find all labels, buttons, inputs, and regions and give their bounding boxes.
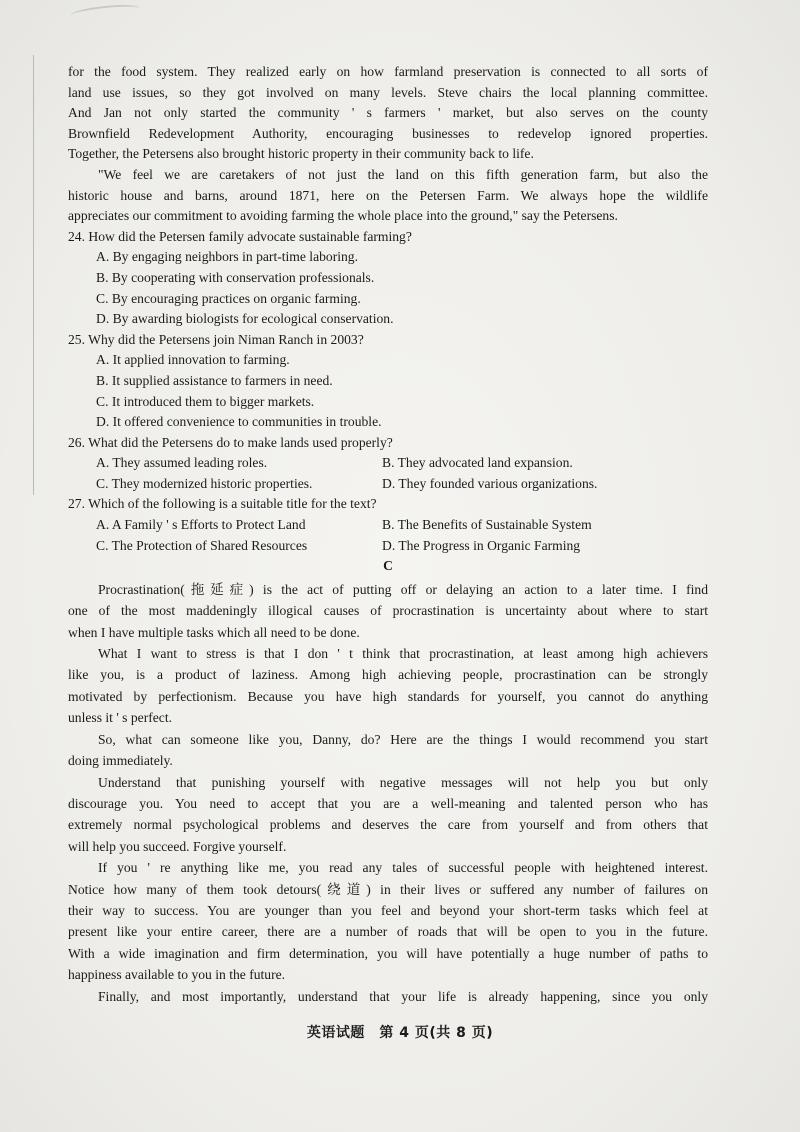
passage-b-tail (68, 62, 708, 227)
option-a: A. A Family ' s Efforts to Protect Land (96, 517, 306, 533)
paragraph (68, 986, 708, 1007)
text-line: when I have multiple tasks which all need to be done. (68, 624, 360, 640)
option-a: A. By engaging neighbors in part-time laboring. (96, 249, 359, 265)
option-d: D. The Progress in Organic Farming (382, 537, 581, 553)
text-line: unless it ' s perfect. (68, 710, 172, 726)
text-line: Procrastination(拖延症) is the act of putting off or delaying an action to a later time. I find (98, 581, 708, 597)
text-line: If you ' re anything like me, you read any tales of successful people with heightened interest. (98, 860, 708, 876)
text-line: doing immediately. (68, 753, 173, 769)
option-c: C. By encouraging practices on organic farming. (96, 290, 361, 306)
question-25 (68, 330, 708, 433)
question-stem: 27. Which of the following is a suitable title for the text? (68, 496, 377, 512)
text-line: happiness available to you in the future. (68, 967, 286, 983)
question-24 (68, 227, 708, 330)
option-c: C. The Protection of Shared Resources (96, 537, 308, 553)
text-line: And Jan not only started the community ' s farmers ' market, but also serves on the county (68, 105, 708, 121)
option-b: B. The Benefits of Sustainable System (382, 517, 592, 533)
scan-smudge (70, 2, 141, 21)
option-c: C. It introduced them to bigger markets. (96, 393, 315, 409)
text-line: for the food system. They realized early on how farmland preservation is connected to all sorts of (68, 64, 708, 79)
option-a: A. It applied innovation to farming. (96, 352, 290, 368)
option-b: B. It supplied assistance to farmers in need. (96, 372, 333, 388)
question-stem: 24. How did the Petersen family advocate sustainable farming? (68, 228, 412, 244)
text-line: appreciates our commitment to avoiding farming the whole place into the ground," say the Petersens. (68, 208, 618, 224)
text-line: historic house and barns, around 1871, here on the Petersen Farm. We always hope the wildlife (68, 187, 708, 203)
option-a: A. They assumed leading roles. (96, 455, 268, 471)
text-line: present like your entire career, there are a number of roads that will be open to you in the future. (68, 924, 708, 940)
paragraph (68, 729, 708, 772)
margin-rule (33, 55, 34, 495)
option-b: B. By cooperating with conservation professionals. (96, 269, 375, 285)
text-line: Finally, and most importantly, understand that your life is already happening, since you only (98, 988, 708, 1004)
text-line: extremely normal psychological problems and deserves the care from yourself and from others that (68, 817, 708, 833)
question-stem: 26. What did the Petersens do to make lands used properly? (68, 434, 393, 450)
option-d: D. It offered convenience to communities in trouble. (96, 414, 382, 430)
option-c: C. They modernized historic properties. (96, 475, 313, 491)
section-heading: C (383, 558, 393, 574)
text-line: one of the most maddeningly illogical causes of procrastination is uncertainty about where to start (68, 603, 708, 619)
question-stem: 25. Why did the Petersens join Niman Ranch in 2003? (68, 331, 364, 347)
text-line: "We feel we are caretakers of not just the land on this fifth generation farm, but also the (98, 166, 708, 182)
paragraph (68, 643, 708, 729)
text-line: their way to success. You are younger than you feel and beyond your short-term tasks which feel at (68, 902, 708, 918)
text-line: With a wide imagination and firm determination, you will have potentially a huge number of paths to (68, 945, 708, 961)
text-line: Understand that punishing yourself with negative messages will not help you but only (98, 774, 708, 790)
text-line: So, what can someone like you, Danny, do? Here are the things I would recommend you start (98, 731, 708, 747)
text-line: Brownfield Redevelopment Authority, encouraging businesses to redevelop ignored properties. (68, 125, 708, 141)
text-line: will help you succeed. Forgive yourself. (68, 838, 287, 854)
text-line: like you, is a product of laziness. Among high achieving people, procrastination can be strongly (68, 667, 708, 683)
option-d: D. By awarding biologists for ecological conservation. (96, 311, 394, 327)
text-line: motivated by perfectionism. Because you have high standards for yourself, you cannot do anything (68, 688, 708, 704)
paragraph (68, 857, 708, 985)
text-line: Together, the Petersens also brought historic property in their community back to life. (68, 146, 534, 162)
paragraph (68, 579, 708, 643)
text-line: Notice how many of them took detours(绕道) in their lives or suffered any number of failures on (68, 881, 708, 897)
option-b: B. They advocated land expansion. (382, 455, 573, 471)
option-d: D. They founded various organizations. (382, 475, 598, 491)
question-26 (68, 433, 708, 495)
page-footer: 英语试题 第 4 页(共 8 页) (306, 1025, 494, 1041)
text-line: discourage you. You need to accept that you are a well-meaning and talented person who has (68, 795, 708, 811)
paragraph (68, 772, 708, 858)
text-line: What I want to stress is that I don ' t think that procrastination, at least among high achievers (98, 646, 708, 662)
passage-c (68, 579, 708, 1007)
question-27 (68, 494, 708, 556)
text-line: land use issues, so they got involved on many levels. Steve chairs the local planning committee. (68, 84, 708, 100)
page-content (68, 62, 708, 1007)
